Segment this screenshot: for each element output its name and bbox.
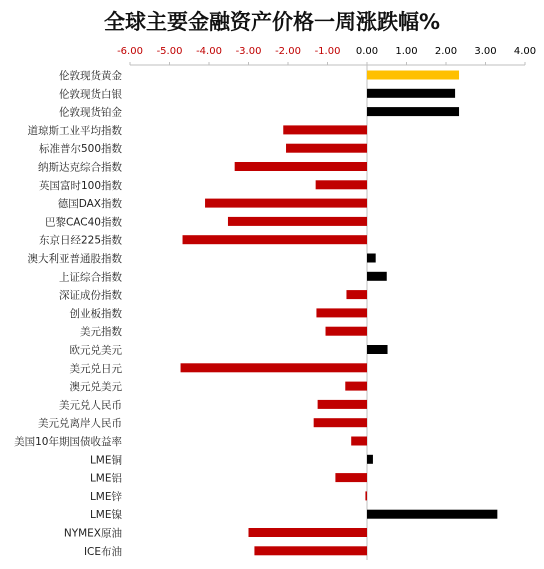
category-label: 美元兑离岸人民币: [38, 417, 122, 430]
category-label: 伦敦现货铂金: [59, 106, 122, 119]
bar: [367, 272, 387, 281]
bar: [249, 528, 368, 537]
bar: [367, 107, 459, 116]
x-tick-label: -2.00: [275, 46, 301, 57]
category-label: 深证成份指数: [59, 289, 122, 302]
x-tick-label: 1.00: [395, 46, 418, 57]
bar: [235, 162, 367, 171]
x-tick-label: 4.00: [513, 46, 537, 57]
x-tick-label: -4.00: [196, 46, 222, 57]
category-label: 标准普尔500指数: [38, 143, 122, 156]
bar: [367, 89, 455, 98]
category-label: 英国富时100指数: [38, 179, 122, 192]
category-label: 美国10年期国债收益率: [14, 436, 122, 448]
bar: [316, 180, 367, 189]
x-tick-label: 3.00: [474, 46, 497, 57]
category-label: ICE布油: [83, 545, 122, 558]
category-label: 澳大利亚普通股指数: [27, 253, 122, 265]
category-label: 道琼斯工业平均指数: [27, 124, 122, 137]
category-label: 创业板指数: [69, 307, 122, 320]
bar: [205, 199, 367, 208]
bar: [367, 254, 376, 263]
category-label: 欧元兑美元: [69, 344, 122, 357]
category-label: LME镍: [89, 509, 122, 522]
x-tick-label: -6.00: [117, 46, 143, 57]
bar: [367, 455, 373, 464]
category-label: 伦敦现货白银: [59, 88, 122, 101]
bar: [367, 510, 497, 519]
bar: [286, 144, 367, 153]
bar: [351, 437, 367, 446]
bar: [365, 491, 367, 500]
category-label: LME锌: [89, 490, 122, 503]
category-label: 纳斯达克综合指数: [38, 161, 122, 174]
category-label: 伦敦现货黄金: [59, 70, 122, 82]
category-label: LME铝: [89, 472, 122, 485]
category-label: 巴黎CAC40指数: [44, 216, 122, 229]
bar: [181, 363, 367, 372]
bar: [346, 290, 367, 299]
x-tick-label: 0.00: [355, 46, 379, 57]
category-label: 澳元兑美元: [69, 381, 122, 394]
category-label: 上证综合指数: [59, 271, 122, 284]
bar: [335, 473, 367, 482]
bar: [254, 546, 367, 555]
bar: [367, 71, 459, 80]
chart-title: 全球主要金融资产价格一周涨跌幅%: [103, 10, 441, 34]
bar: [345, 382, 367, 391]
category-label: 德国DAX指数: [57, 198, 122, 211]
x-tick-label: -5.00: [156, 46, 183, 57]
category-label: 美元指数: [80, 326, 122, 339]
category-label: NYMEX原油: [63, 527, 122, 540]
x-tick-label: -1.00: [314, 46, 341, 57]
bar: [326, 327, 367, 336]
bar: [318, 400, 367, 409]
category-label: LME铜: [89, 454, 122, 467]
bar: [283, 125, 367, 134]
bar: [183, 235, 367, 244]
x-tick-label: 2.00: [434, 46, 458, 57]
x-tick-label: -3.00: [235, 46, 262, 57]
bar: [314, 418, 367, 427]
category-label: 美元兑人民币: [59, 399, 122, 412]
category-label: 美元兑日元: [69, 362, 122, 375]
bar: [228, 217, 367, 226]
bar: [316, 308, 367, 317]
category-label: 东京日经225指数: [38, 234, 122, 247]
bar: [367, 345, 388, 354]
